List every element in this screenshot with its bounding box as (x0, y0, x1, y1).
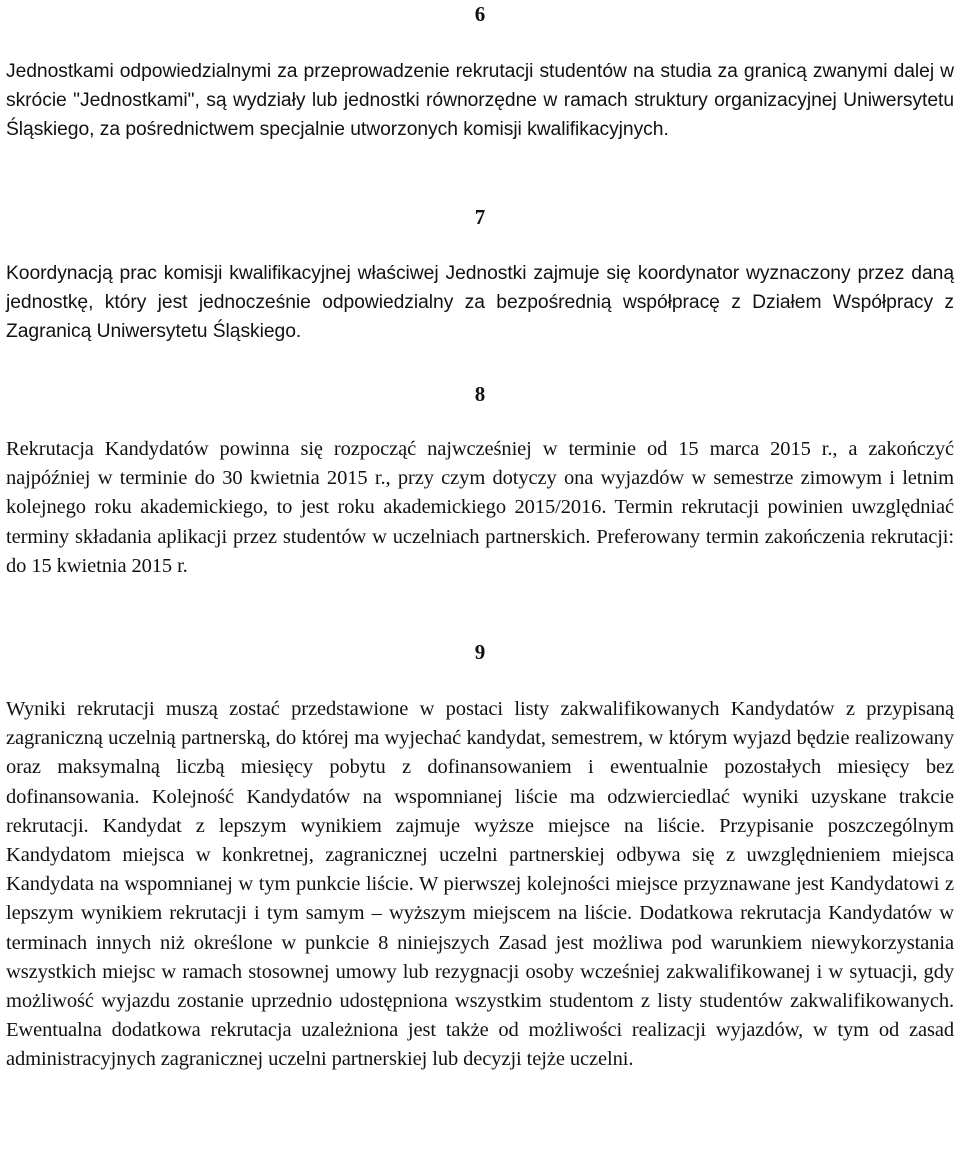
section-number: 9 (474, 640, 486, 664)
section-paragraph: Koordynacją prac komisji kwalifikacyjnej właściwej Jednostki zajmuje się koordynator wyznaczony przez daną jednostkę, który jest jednocześnie odpowiedzialny za bezpośrednią współpracę z Działem Współpracy z Zagranicą Uniwersytetu Śląskiego. (6, 263, 954, 343)
section-paragraph: Rekrutacja Kandydatów powinna się rozpocząć najwcześniej w terminie od 15 marca 2015 r., a zakończyć najpóźniej w terminie do 30 kwietnia 2015 r., przy czym dotyczy ona wyjazdów w semestrze zimowym i letnim kolejnego roku akademickiego, to jest roku akademickiego 2015/2016. Termin rekrutacji powinien uwzględniać terminy składania aplikacji przez studentów w uczelniach partnerskich. Preferowany termin zakończenia rekrutacji: do 15 kwietnia 2015 r. (6, 438, 954, 577)
section-paragraph: Jednostkami odpowiedzialnymi za przeprowadzenie rekrutacji studentów na studia za granicą zwanymi dalej w skrócie "Jednostkami", są wydziały lub jednostki równorzędne w ramach struktury organizacyjnej Uniwersytetu Śląskiego, za pośrednictwem specjalnie utworzonych komisji kwalifikacyjnych. (6, 61, 954, 141)
section-number: 7 (474, 205, 486, 229)
section-paragraph: Wyniki rekrutacji muszą zostać przedstawione w postaci listy zakwalifikowanych Kandydatów z przypisaną zagraniczną uczelnią partnerską, do której ma wyjechać kandydat, semestrem, w którym wyjazd będzie realizowany oraz maksymalną liczbą miesięcy pobytu z dofinansowaniem i ewentualnie pozostałych miesięcy bez dofinansowania. Kolejność Kandydatów na wspomnianej liście ma odzwierciedlać wyniki uzyskane trakcie rekrutacji. Kandydat z lepszym wynikiem zajmuje wyższe miejsce na liście. Przypisanie poszczególnym Kandydatom miejsca w konkretnej, zagranicznej uczelni partnerskiej odbywa się z uwzględnieniem miejsca Kandydata na wspomnianej w tym punkcie liście. W pierwszej kolejności miejsce przyznawane jest Kandydatowi z lepszym wynikiem rekrutacji i tym samym – wyższym miejscem na liście. Dodatkowa rekrutacja Kandydatów w terminach innych niż określone w punkcie 8 niniejszych Zasad jest możliwa pod warunkiem niewykorzystania wszystkich miejsc w ramach stosownej umowy lub rezygnacji osoby wcześniej zakwalifikowanej i w sytuacji, gdy możliwość wyjazdu zostanie uprzednio udostępniona wszystkim studentom z listy studentów zakwalifikowanych. Ewentualna dodatkowa rekrutacja uzależniona jest także od możliwości realizacji wyjazdów, w tym od zasad administracyjnych zagranicznej uczelni partnerskiej lub decyzji tejże uczelni. (6, 698, 954, 1071)
section-number: 6 (474, 2, 486, 26)
section-number: 8 (474, 382, 486, 406)
